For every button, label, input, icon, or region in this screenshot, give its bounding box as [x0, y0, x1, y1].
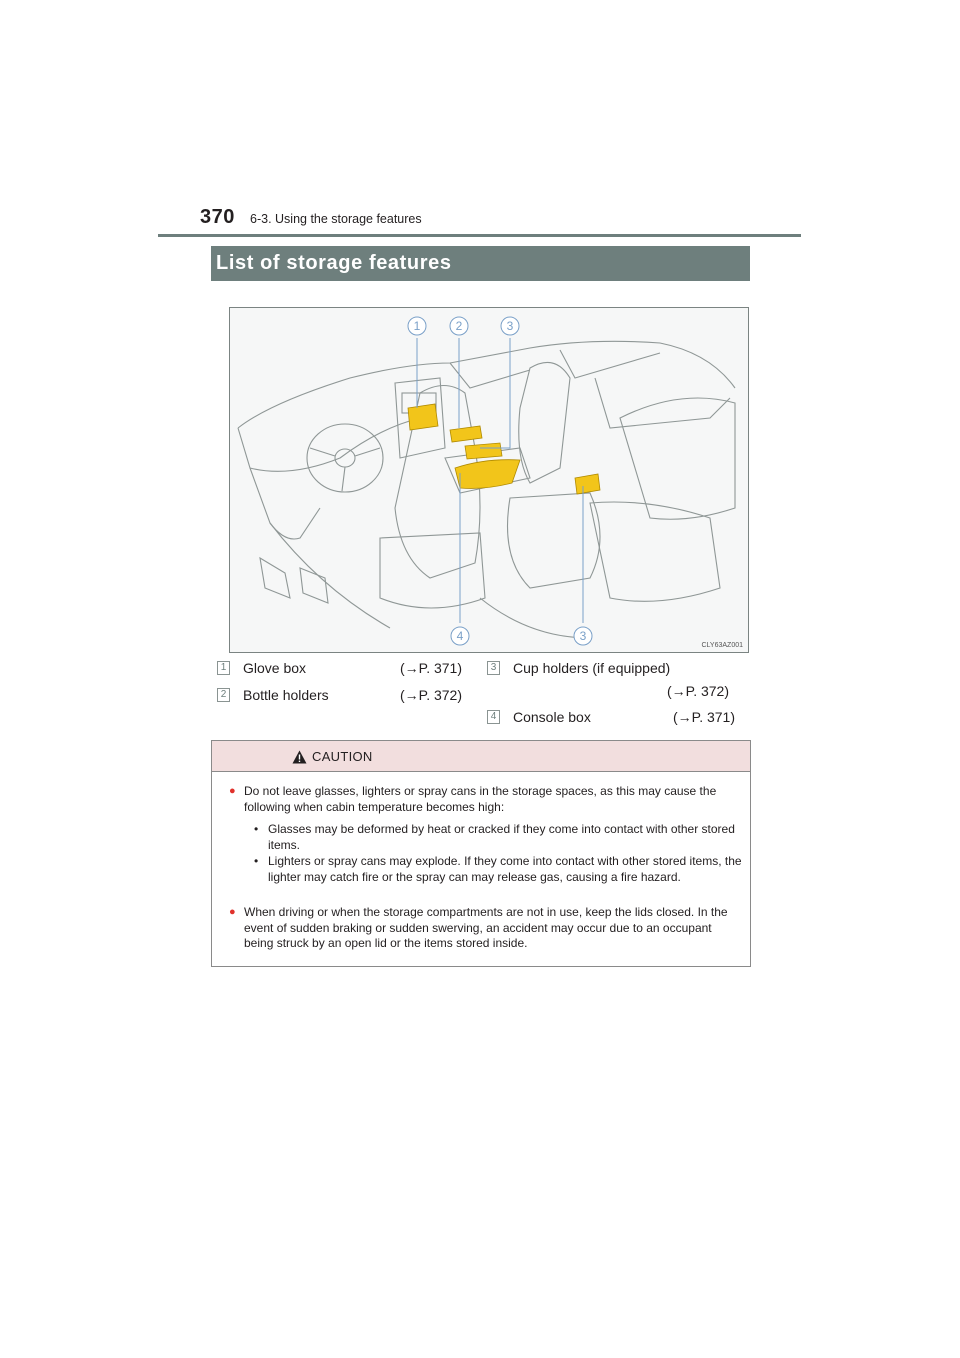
legend-number-4: 4: [487, 710, 500, 724]
legend-ref-3[interactable]: (→P. 372): [667, 683, 729, 699]
section-title: List of storage features: [216, 252, 452, 274]
page-number: 370: [200, 206, 235, 228]
legend-number-3: 3: [487, 661, 500, 675]
cabin-illustration: [229, 307, 749, 653]
legend-ref-1[interactable]: (→P. 371): [400, 660, 462, 676]
bullet-icon: ●: [229, 785, 236, 797]
section-title-bar: [211, 246, 750, 281]
page-header: [158, 200, 801, 237]
callout-1: 1: [413, 319, 421, 333]
caution-subitem-1-text: Glasses may be deformed by heat or cracked if they come into contact with other stored items.: [268, 822, 735, 852]
caution-item-2: When driving or when the storage compartments are not in use, keep the lids closed. In the event of sudden braking or sudden swerving, an accident may occur due to an occupant being struck by an open lid or the items stored inside.: [244, 905, 728, 950]
callout-4: 4: [456, 629, 464, 643]
caution-subitem-2: [254, 854, 744, 885]
caution-title: CAUTION: [312, 749, 373, 764]
legend-label-3: Cup holders (if equipped): [513, 660, 671, 676]
subitem-bullet: •: [254, 854, 259, 868]
callout-3: 3: [506, 319, 514, 333]
legend-label-4: Console box: [513, 709, 591, 725]
cabin-drawing: [230, 308, 749, 653]
legend-ref-2[interactable]: (→P. 372): [400, 687, 462, 703]
callout-3-rear: 3: [579, 629, 587, 643]
figure-code: CLY63AZ001: [701, 642, 743, 649]
caution-box: [211, 740, 751, 967]
section-reference: 6-3. Using the storage features: [250, 212, 422, 226]
caution-item-1: Do not leave glasses, lighters or spray cans in the storage spaces, as this may cause the following when cabin temperature becomes high:: [244, 784, 717, 814]
caution-subitem-1: [254, 822, 744, 853]
legend-label-2: Bottle holders: [243, 687, 329, 703]
legend-number-1: 1: [217, 661, 230, 675]
legend-ref-4[interactable]: (→P. 371): [673, 709, 735, 725]
subitem-bullet: •: [254, 822, 259, 836]
warning-icon: [292, 750, 307, 764]
callout-2: 2: [455, 319, 463, 333]
bullet-icon: ●: [229, 906, 236, 918]
caution-subitem-2-text: Lighters or spray cans may explode. If they come into contact with other stored items, the lighter may catch fire or the spray can may release gas, causing a fire hazard.: [268, 854, 742, 884]
caution-header: [212, 741, 750, 772]
legend-number-2: 2: [217, 688, 230, 702]
legend-label-1: Glove box: [243, 660, 307, 676]
